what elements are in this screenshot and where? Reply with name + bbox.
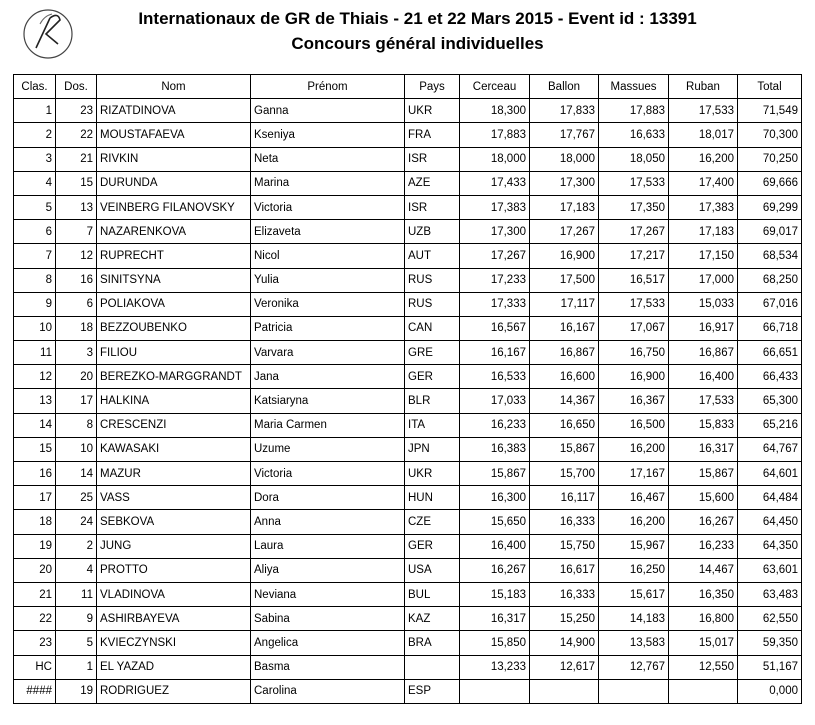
table-row (14, 462, 802, 486)
table-cell: HC (14, 655, 56, 679)
table-cell: 18,017 (669, 123, 738, 147)
table-cell: 5 (56, 631, 97, 655)
table-cell: 68,534 (738, 244, 802, 268)
table-cell: 18,000 (530, 147, 599, 171)
table-cell: Carolina (251, 679, 405, 703)
table-cell: 16,600 (530, 365, 599, 389)
column-header: Massues (599, 75, 669, 99)
table-cell: Uzume (251, 437, 405, 461)
table-cell: EL YAZAD (97, 655, 251, 679)
table-cell: 66,433 (738, 365, 802, 389)
table-cell: GER (405, 534, 460, 558)
table-cell: 21 (56, 147, 97, 171)
table-cell: 17,883 (460, 123, 530, 147)
table-cell: 17,500 (530, 268, 599, 292)
table-row (14, 437, 802, 461)
table-cell: 16,900 (599, 365, 669, 389)
table-row (14, 292, 802, 316)
table-cell: 17,400 (669, 171, 738, 195)
table-cell: 16,467 (599, 486, 669, 510)
table-cell: #### (14, 679, 56, 703)
table-cell: RUPRECHT (97, 244, 251, 268)
table-cell: 14,900 (530, 631, 599, 655)
table-cell: Sabina (251, 607, 405, 631)
table-cell: 16,333 (530, 582, 599, 606)
table-cell (599, 679, 669, 703)
table-cell: 17,267 (460, 244, 530, 268)
table-row (14, 486, 802, 510)
table-cell: BEZZOUBENKO (97, 316, 251, 340)
table-cell: 14,183 (599, 607, 669, 631)
table-cell: 1 (56, 655, 97, 679)
table-cell: Yulia (251, 268, 405, 292)
table-cell: 71,549 (738, 99, 802, 123)
table-cell: 16,317 (669, 437, 738, 461)
table-row (14, 582, 802, 606)
table-cell: 68,250 (738, 268, 802, 292)
table-row (14, 607, 802, 631)
table-cell: 17,267 (599, 220, 669, 244)
column-header: Prénom (251, 75, 405, 99)
table-cell: 64,484 (738, 486, 802, 510)
table-cell: 17,233 (460, 268, 530, 292)
table-cell: 15,700 (530, 462, 599, 486)
table-cell: 17,117 (530, 292, 599, 316)
table-cell: 15 (14, 437, 56, 461)
table-cell: 11 (56, 582, 97, 606)
table-cell: 64,767 (738, 437, 802, 461)
table-cell: 16,867 (669, 341, 738, 365)
table-cell: 22 (56, 123, 97, 147)
column-header: Pays (405, 75, 460, 99)
table-cell: 64,450 (738, 510, 802, 534)
table-cell: 17,767 (530, 123, 599, 147)
table-cell: USA (405, 558, 460, 582)
table-cell: 15,017 (669, 631, 738, 655)
table-cell: 17,167 (599, 462, 669, 486)
table-cell: 0,000 (738, 679, 802, 703)
table-cell: 24 (56, 510, 97, 534)
table-cell: UKR (405, 99, 460, 123)
table-cell: 8 (56, 413, 97, 437)
table-cell: 14,467 (669, 558, 738, 582)
table-cell: 16,383 (460, 437, 530, 461)
table-cell: 16,750 (599, 341, 669, 365)
table-cell: MOUSTAFAEVA (97, 123, 251, 147)
table-cell: 16 (14, 462, 56, 486)
table-cell: 17,350 (599, 195, 669, 219)
table-cell: ISR (405, 147, 460, 171)
table-cell: UZB (405, 220, 460, 244)
column-header: Cerceau (460, 75, 530, 99)
table-cell: 14,367 (530, 389, 599, 413)
table-cell: MAZUR (97, 462, 251, 486)
table-cell (530, 679, 599, 703)
table-cell: 16,250 (599, 558, 669, 582)
table-cell: 16,867 (530, 341, 599, 365)
table-row (14, 679, 802, 703)
table-cell: 4 (14, 171, 56, 195)
table-cell: PROTTO (97, 558, 251, 582)
table-cell: 23 (14, 631, 56, 655)
table-row (14, 147, 802, 171)
column-header: Ballon (530, 75, 599, 99)
table-cell: 16,233 (460, 413, 530, 437)
table-cell: 17,183 (669, 220, 738, 244)
table-cell: 17,000 (669, 268, 738, 292)
table-cell: 13 (56, 195, 97, 219)
table-cell: 16,200 (599, 437, 669, 461)
table-cell: 17,383 (460, 195, 530, 219)
table-cell: 15,833 (669, 413, 738, 437)
table-cell: 17,883 (599, 99, 669, 123)
table-cell: 16,233 (669, 534, 738, 558)
table-cell: 18 (56, 316, 97, 340)
table-cell: HALKINA (97, 389, 251, 413)
table-cell: 64,350 (738, 534, 802, 558)
table-cell: Basma (251, 655, 405, 679)
table-cell: 17,533 (669, 99, 738, 123)
table-cell: 11 (14, 341, 56, 365)
table-cell: Katsiaryna (251, 389, 405, 413)
table-cell: KAZ (405, 607, 460, 631)
table-cell: 12 (14, 365, 56, 389)
table-cell: 16,517 (599, 268, 669, 292)
table-cell: 17,183 (530, 195, 599, 219)
table-cell: 2 (56, 534, 97, 558)
table-cell: KVIECZYNSKI (97, 631, 251, 655)
table-cell: 17,833 (530, 99, 599, 123)
table-cell: 23 (56, 99, 97, 123)
table-cell: 15,183 (460, 582, 530, 606)
table-cell: 5 (14, 195, 56, 219)
table-cell: 16,300 (460, 486, 530, 510)
table-row (14, 123, 802, 147)
table-cell: Anna (251, 510, 405, 534)
table-cell: Victoria (251, 195, 405, 219)
table-cell: 16,400 (460, 534, 530, 558)
table-cell: ITA (405, 413, 460, 437)
table-cell: RUS (405, 292, 460, 316)
table-cell: 12,617 (530, 655, 599, 679)
table-cell: 16,200 (669, 147, 738, 171)
table-cell: JUNG (97, 534, 251, 558)
table-cell: 2 (14, 123, 56, 147)
table-cell: 17,300 (530, 171, 599, 195)
column-header: Ruban (669, 75, 738, 99)
table-cell: Angelica (251, 631, 405, 655)
table-cell: 15,617 (599, 582, 669, 606)
table-cell: ESP (405, 679, 460, 703)
table-cell: NAZARENKOVA (97, 220, 251, 244)
table-cell: 16,900 (530, 244, 599, 268)
table-cell: 65,216 (738, 413, 802, 437)
table-cell: Kseniya (251, 123, 405, 147)
table-cell: 19 (14, 534, 56, 558)
table-cell: 51,167 (738, 655, 802, 679)
table-cell: 17,533 (669, 389, 738, 413)
table-cell: 16,267 (460, 558, 530, 582)
table-cell: 65,300 (738, 389, 802, 413)
table-cell: 15,850 (460, 631, 530, 655)
table-cell: Nicol (251, 244, 405, 268)
table-cell: 15,867 (460, 462, 530, 486)
column-header: Clas. (14, 75, 56, 99)
table-cell: CAN (405, 316, 460, 340)
table-cell: Patricia (251, 316, 405, 340)
table-cell: 66,651 (738, 341, 802, 365)
table-cell: 16,350 (669, 582, 738, 606)
table-cell: 15,250 (530, 607, 599, 631)
table-cell: 15,967 (599, 534, 669, 558)
table-cell: 17,433 (460, 171, 530, 195)
table-cell: 15,867 (669, 462, 738, 486)
table-cell: 69,299 (738, 195, 802, 219)
table-cell: RIVKIN (97, 147, 251, 171)
table-cell: Jana (251, 365, 405, 389)
table-cell: CRESCENZI (97, 413, 251, 437)
table-cell: 16,400 (669, 365, 738, 389)
table-cell: Varvara (251, 341, 405, 365)
table-cell: Elizaveta (251, 220, 405, 244)
table-cell: 17,383 (669, 195, 738, 219)
table-cell: BEREZKO-MARGGRANDT (97, 365, 251, 389)
table-row (14, 631, 802, 655)
table-cell: ISR (405, 195, 460, 219)
table-cell: 16,367 (599, 389, 669, 413)
table-row (14, 195, 802, 219)
table-cell: 21 (14, 582, 56, 606)
table-cell: 17,533 (599, 171, 669, 195)
table-cell (669, 679, 738, 703)
table-row (14, 655, 802, 679)
table-cell: FRA (405, 123, 460, 147)
table-cell: 20 (14, 558, 56, 582)
table-cell: 17,150 (669, 244, 738, 268)
table-cell: 64,601 (738, 462, 802, 486)
table-row (14, 99, 802, 123)
table-cell: Marina (251, 171, 405, 195)
table-cell: 18,300 (460, 99, 530, 123)
table-cell: 6 (56, 292, 97, 316)
table-cell: 17,067 (599, 316, 669, 340)
table-cell: DURUNDA (97, 171, 251, 195)
table-cell: 13,233 (460, 655, 530, 679)
table-row (14, 365, 802, 389)
table-cell: 14 (56, 462, 97, 486)
table-cell: 16,800 (669, 607, 738, 631)
table-cell: 16,167 (460, 341, 530, 365)
table-cell: BUL (405, 582, 460, 606)
table-cell: 25 (56, 486, 97, 510)
table-cell: 12 (56, 244, 97, 268)
table-cell: 4 (56, 558, 97, 582)
table-cell: Neviana (251, 582, 405, 606)
table-cell: Aliya (251, 558, 405, 582)
table-row (14, 244, 802, 268)
table-cell: AZE (405, 171, 460, 195)
table-row (14, 316, 802, 340)
table-cell: 15,600 (669, 486, 738, 510)
table-cell: 6 (14, 220, 56, 244)
results-table (13, 74, 802, 704)
table-cell: 3 (14, 147, 56, 171)
table-cell: 20 (56, 365, 97, 389)
table-cell: 15,867 (530, 437, 599, 461)
table-cell: 18 (14, 510, 56, 534)
table-cell: Victoria (251, 462, 405, 486)
table-cell: 16 (56, 268, 97, 292)
table-cell: 16,917 (669, 316, 738, 340)
table-cell: 17 (14, 486, 56, 510)
table-cell: 10 (14, 316, 56, 340)
table-cell: 15,650 (460, 510, 530, 534)
column-header: Nom (97, 75, 251, 99)
table-cell: 17,333 (460, 292, 530, 316)
table-cell: 17,300 (460, 220, 530, 244)
table-cell: 3 (56, 341, 97, 365)
table-cell: 70,250 (738, 147, 802, 171)
table-row (14, 510, 802, 534)
page-subtitle: Concours général individuelles (291, 34, 544, 53)
table-cell: 16,117 (530, 486, 599, 510)
table-cell: 17,267 (530, 220, 599, 244)
table-cell: 7 (56, 220, 97, 244)
table-cell: 70,300 (738, 123, 802, 147)
table-cell: 17,533 (599, 292, 669, 316)
table-cell: 16,167 (530, 316, 599, 340)
table-cell: 16,533 (460, 365, 530, 389)
table-cell: JPN (405, 437, 460, 461)
table-cell: RIZATDINOVA (97, 99, 251, 123)
table-cell: 15,750 (530, 534, 599, 558)
table-cell: VASS (97, 486, 251, 510)
table-cell: 12,550 (669, 655, 738, 679)
table-cell: ASHIRBAYEVA (97, 607, 251, 631)
column-header: Total (738, 75, 802, 99)
table-cell: Maria Carmen (251, 413, 405, 437)
table-cell: KAWASAKI (97, 437, 251, 461)
table-cell: 16,317 (460, 607, 530, 631)
table-cell: 15 (56, 171, 97, 195)
table-cell: 69,666 (738, 171, 802, 195)
table-cell: BRA (405, 631, 460, 655)
table-cell: 17 (56, 389, 97, 413)
table-cell: SEBKOVA (97, 510, 251, 534)
table-cell: 22 (14, 607, 56, 631)
table-cell: 63,483 (738, 582, 802, 606)
table-header-row (14, 75, 802, 99)
table-cell: RUS (405, 268, 460, 292)
table-cell: 13,583 (599, 631, 669, 655)
table-cell: 16,267 (669, 510, 738, 534)
table-row (14, 220, 802, 244)
table-cell: 13 (14, 389, 56, 413)
table-row (14, 558, 802, 582)
table-cell: GER (405, 365, 460, 389)
table-cell (405, 655, 460, 679)
table-cell: FILIOU (97, 341, 251, 365)
table-cell: 59,350 (738, 631, 802, 655)
table-cell: 10 (56, 437, 97, 461)
table-cell: 7 (14, 244, 56, 268)
table-cell: HUN (405, 486, 460, 510)
table-cell: 18,050 (599, 147, 669, 171)
table-row (14, 389, 802, 413)
table-cell: 63,601 (738, 558, 802, 582)
table-cell: 16,333 (530, 510, 599, 534)
table-row (14, 341, 802, 365)
table-cell: 67,016 (738, 292, 802, 316)
table-cell: 18,000 (460, 147, 530, 171)
table-cell: 16,633 (599, 123, 669, 147)
table-row (14, 534, 802, 558)
table-cell: 16,500 (599, 413, 669, 437)
table-cell: VLADINOVA (97, 582, 251, 606)
table-cell: UKR (405, 462, 460, 486)
table-cell: 15,033 (669, 292, 738, 316)
table-cell: 17,217 (599, 244, 669, 268)
table-cell: 16,617 (530, 558, 599, 582)
table-cell: Neta (251, 147, 405, 171)
table-cell: Laura (251, 534, 405, 558)
table-cell: AUT (405, 244, 460, 268)
table-cell: SINITSYNA (97, 268, 251, 292)
table-cell: RODRIGUEZ (97, 679, 251, 703)
table-row (14, 171, 802, 195)
page-title: Internationaux de GR de Thiais - 21 et 22 Mars 2015 - Event id : 13391 (138, 9, 697, 28)
table-body (14, 99, 802, 704)
table-cell: Veronika (251, 292, 405, 316)
table-cell: 8 (14, 268, 56, 292)
column-header: Dos. (56, 75, 97, 99)
table-cell: 9 (14, 292, 56, 316)
table-cell: 16,650 (530, 413, 599, 437)
table-cell: 19 (56, 679, 97, 703)
table-cell: Ganna (251, 99, 405, 123)
table-cell: 1 (14, 99, 56, 123)
table-row (14, 268, 802, 292)
table-cell: 16,567 (460, 316, 530, 340)
table-row (14, 413, 802, 437)
table-cell (460, 679, 530, 703)
table-cell: 69,017 (738, 220, 802, 244)
table-cell: VEINBERG FILANOVSKY (97, 195, 251, 219)
table-cell: 62,550 (738, 607, 802, 631)
table-cell: 66,718 (738, 316, 802, 340)
table-cell: BLR (405, 389, 460, 413)
table-cell: 12,767 (599, 655, 669, 679)
table-cell: 14 (14, 413, 56, 437)
table-cell: 16,200 (599, 510, 669, 534)
table-cell: GRE (405, 341, 460, 365)
table-cell: Dora (251, 486, 405, 510)
table-cell: POLIAKOVA (97, 292, 251, 316)
table-cell: 17,033 (460, 389, 530, 413)
table-cell: 9 (56, 607, 97, 631)
table-cell: CZE (405, 510, 460, 534)
